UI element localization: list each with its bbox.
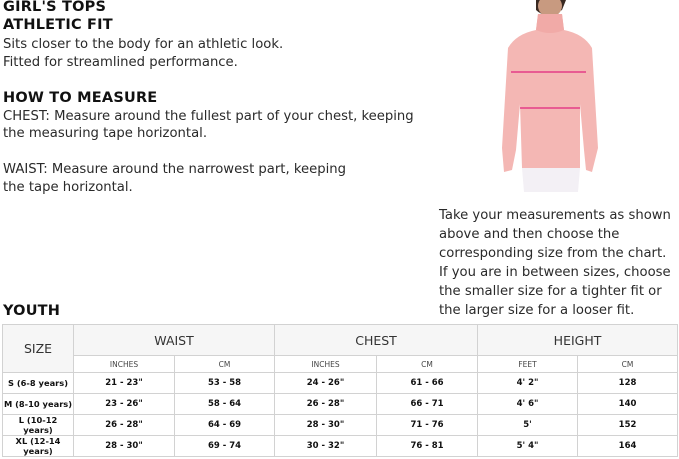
size-cell: S (6-8 years): [3, 373, 74, 394]
table-row: [3, 394, 678, 415]
table-cell: 69 - 74: [175, 436, 275, 457]
collar-shape: [536, 14, 564, 33]
table-cell: 58 - 64: [175, 394, 275, 415]
table-cell: 26 - 28": [74, 415, 175, 436]
fit-line-1: Sits closer to the body for an athletic look.: [3, 37, 284, 52]
sweater-shape: [502, 14, 598, 172]
table-cell: 24 - 26": [275, 373, 377, 394]
table-cell: 61 - 66: [377, 373, 478, 394]
table-cell: 28 - 30": [74, 436, 175, 457]
table-title: YOUTH: [3, 303, 61, 319]
table-cell: 66 - 71: [377, 394, 478, 415]
note-line-4: If you are in between sizes, choose: [439, 265, 671, 280]
size-header: SIZE: [3, 325, 74, 373]
table-cell: 26 - 28": [275, 394, 377, 415]
note-line-2: above and then choose the: [439, 227, 620, 242]
unit-cell: CM: [377, 356, 478, 373]
table-row: [3, 415, 678, 436]
pants-shape: [522, 168, 580, 192]
note-line-6: the larger size for a looser fit.: [439, 303, 635, 318]
note-line-1: Take your measurements as shown: [439, 208, 671, 223]
unit-cell: CM: [175, 356, 275, 373]
table-cell: 21 - 23": [74, 373, 175, 394]
table-cell: 76 - 81: [377, 436, 478, 457]
note-line-3: corresponding size from the chart.: [439, 246, 667, 261]
table-cell: 4' 6": [478, 394, 578, 415]
chest-header: CHEST: [275, 325, 478, 356]
size-cell: XL (12-14 years): [3, 436, 74, 457]
table-cell: 64 - 69: [175, 415, 275, 436]
table-cell: 4' 2": [478, 373, 578, 394]
measure-title: HOW TO MEASURE: [3, 90, 158, 106]
unit-cell: CM: [578, 356, 678, 373]
table-cell: 164: [578, 436, 678, 457]
model-illustration: [498, 0, 602, 192]
note-line-5: the smaller size for a tighter fit or: [439, 284, 662, 299]
unit-cell: FEET: [478, 356, 578, 373]
table-row: [3, 373, 678, 394]
fit-title: ATHLETIC FIT: [3, 17, 113, 33]
chest-line-2: the measuring tape horizontal.: [3, 126, 208, 141]
size-cell: L (10-12 years): [3, 415, 74, 436]
table-cell: 71 - 76: [377, 415, 478, 436]
table-cell: 152: [578, 415, 678, 436]
chest-line-1: CHEST: Measure around the fullest part of your chest, keeping: [3, 109, 414, 124]
table-cell: 23 - 26": [74, 394, 175, 415]
waist-line-1: WAIST: Measure around the narrowest part, keeping: [3, 162, 347, 177]
table-header-row: [3, 325, 678, 356]
unit-cell: INCHES: [74, 356, 175, 373]
size-chart-table: [2, 324, 678, 457]
category-title: GIRL'S TOPS: [3, 0, 107, 15]
waist-header: WAIST: [74, 325, 275, 356]
table-cell: 53 - 58: [175, 373, 275, 394]
units-row: [3, 356, 678, 373]
measurement-note: [439, 206, 671, 320]
table-cell: 5' 4": [478, 436, 578, 457]
unit-cell: INCHES: [275, 356, 377, 373]
table-cell: 30 - 32": [275, 436, 377, 457]
table-cell: 28 - 30": [275, 415, 377, 436]
height-header: HEIGHT: [478, 325, 678, 356]
table-cell: 5': [478, 415, 578, 436]
fit-line-2: Fitted for streamlined performance.: [3, 55, 238, 70]
table-cell: 128: [578, 373, 678, 394]
waist-line-2: the tape horizontal.: [3, 180, 133, 195]
size-cell: M (8-10 years): [3, 394, 74, 415]
table-cell: 140: [578, 394, 678, 415]
table-row: [3, 436, 678, 457]
